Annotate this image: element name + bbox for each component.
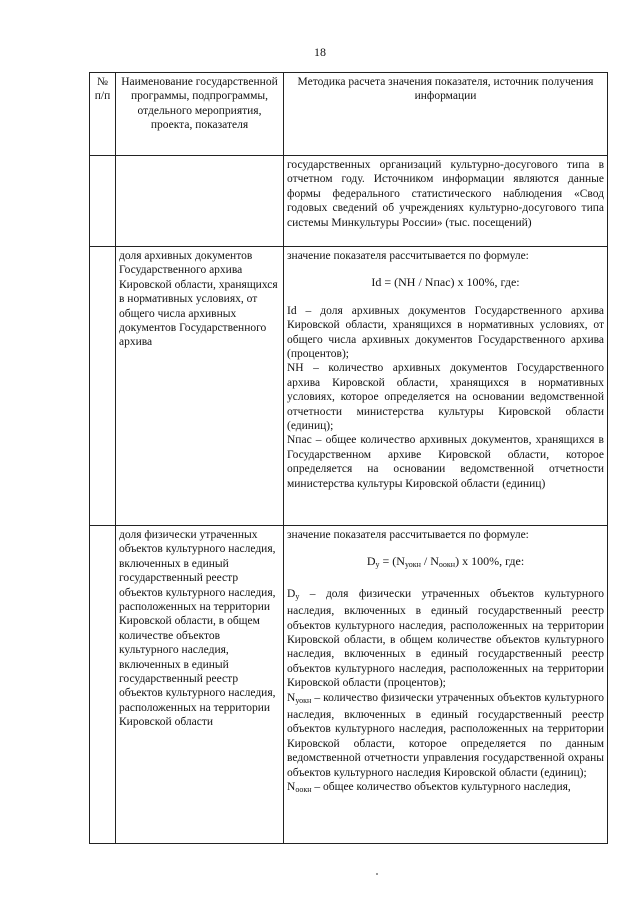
indicator-name: доля архивных документов Государственного архива Кировской области, хранящихся в нормативных условиях, от общего числа архивных документов Государственного архива (116, 247, 284, 526)
method-cell (284, 526, 608, 844)
header-method: Методика расчета значения показателя, источник получения информации (284, 73, 608, 156)
indicator-name: доля физически утраченных объектов культурного наследия, включенных в единый государственный реестр объектов культурного наследия, расположенных на территории Кировской области, в общем количестве объектов культурного наследия, включенных в единый государственный реестр объектов культурного наследия, расположенных на территории Кировской области (116, 526, 284, 844)
definition: Id – доля архивных документов Государственного архива Кировской области, хранящихся в нормативных условиях, от общего числа архивных документов Государственного архива (процентов); (287, 304, 604, 361)
definition: Nпас – общее количество архивных документов, хранящихся в Государственном архиве Кировской области, которое определяется на основании ведомственной отчетности министерства культуры Кировской области (единиц) (287, 434, 604, 490)
table-row (90, 526, 608, 844)
method-cell (284, 247, 608, 526)
page-number: 18 (314, 45, 326, 59)
formula: Id = (NH / Nпас) х 100%, где: (371, 275, 520, 290)
table-row (90, 156, 608, 247)
definition: $N_{уокн}$ – количество физически утраченных объектов культурного наследия, включенных в единый государственный реестр объектов культурного наследия, расположенных на территории Кировской области, которое определяется по данным ведомственной отчетности управления государственной охраны объектов культурного наследия Кировской области (единиц); (287, 691, 604, 779)
table-header-row (90, 73, 608, 156)
row-number (90, 526, 116, 844)
method-text: государственных организаций культурно-досугового типа в отчетном году. Источником информации являются данные формы федерального статистического наблюдения «Свод годовых сведений об учреждениях культурно-досугового типа системы Минкультуры России» (тыс. посещений) (287, 159, 604, 229)
header-name: Наименование государственной программы, подпрограммы, отдельного мероприятия, проекта, показателя (116, 73, 284, 156)
method-intro: значение показателя рассчитывается по формуле: (287, 250, 529, 262)
definition: $N_{оокн}$ – общее количество объектов культурного наследия, (287, 781, 571, 795)
header-number: № п/п (90, 73, 116, 156)
indicators-table (89, 72, 608, 844)
row-number (90, 247, 116, 526)
method-cell (284, 156, 608, 247)
definition: NH – количество архивных документов Государственного архива Кировской области, хранящихся в нормативных условиях, которое определяется на основании ведомственной отчетности министерства культуры Кировской области (единиц); (287, 362, 604, 433)
scan-speck (376, 873, 378, 875)
table-row (90, 247, 608, 526)
row-number (90, 156, 116, 247)
formula: $D_у = (N_{уокн} / N_{оокн})$ х 100%, где: (366, 554, 525, 570)
definition: $D_у$ – доля физически утраченных объектов культурного наследия, включенных в единый государственный реестр объектов культурного наследия, расположенных на территории Кировской области, в общем количестве объектов культурного наследия, включенных в единый государственный реестр объектов культурного наследия, расположенных на территории Кировской области (процентов); (287, 587, 604, 690)
method-intro: значение показателя рассчитывается по формуле: (287, 529, 529, 541)
indicator-name (116, 156, 284, 247)
